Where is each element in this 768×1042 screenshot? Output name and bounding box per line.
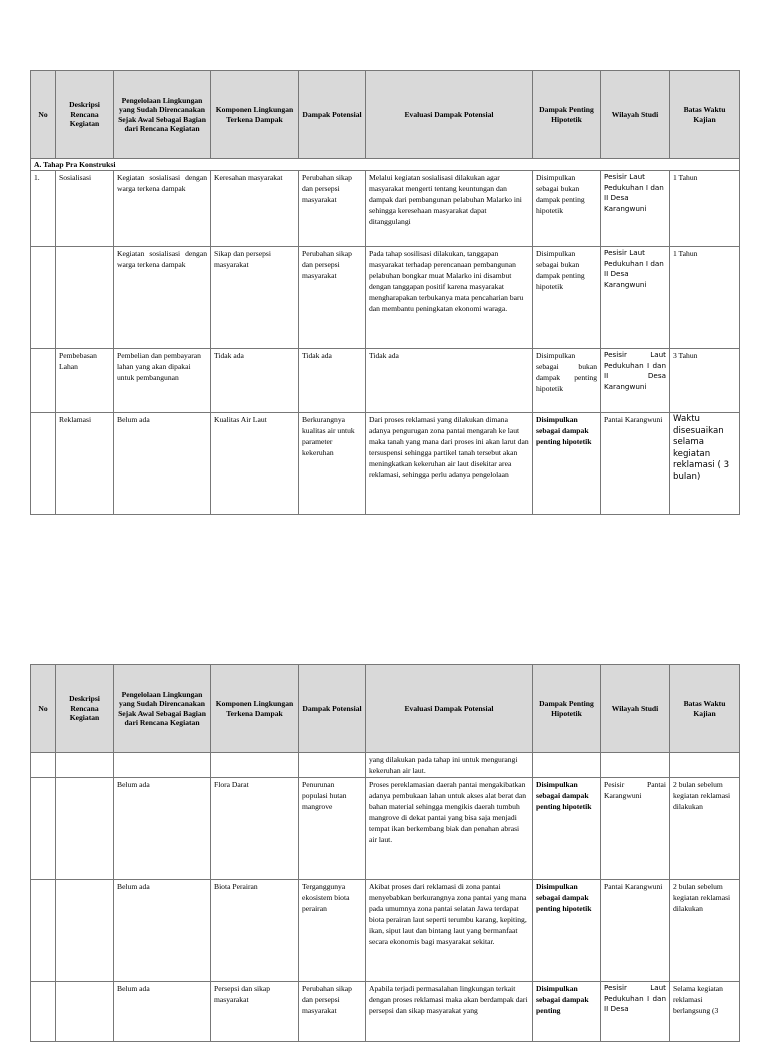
cell-evaluasi: Dari proses reklamasi yang dilakukan dimana adanya pengurugan zona pantai mengarah ke laut maka tanah yang mana dari proses ini akan larut dan tersuspensi sehingga partikel tanah tersebut akan meningkatkan kekeruhan air laut disekitar area reklamasi, sehingga perlu adanya pengelolaan [366, 413, 533, 515]
cell-wilayah: Pesisir Pantai Karangwuni [601, 778, 670, 880]
cell-penting: Disimpulkan sebagai dampak penting hipotetik [533, 413, 601, 515]
cell-no [31, 247, 56, 349]
cell-wilayah [601, 753, 670, 778]
cell-dampak: Perubahan sikap dan persepsi masyarakat [299, 982, 366, 1042]
cell-dampak: Penurunan populasi hutan mangrove [299, 778, 366, 880]
cell-evaluasi: Tidak ada [366, 349, 533, 413]
col-pengelolaan: Pengelolaan Lingkungan yang Sudah Direncanakan Sejak Awal Sebagai Bagian dari Rencana Kegiatan [114, 665, 211, 753]
table-header-row [31, 71, 740, 159]
cell-pengelolaan [114, 753, 211, 778]
col-deskripsi: Deskripsi Rencana Kegiatan [56, 665, 114, 753]
cell-dampak: Terganggunya ekosistem biota perairan [299, 880, 366, 982]
cell-dampak: Berkurangnya kualitas air untuk parameter kekeruhan [299, 413, 366, 515]
cell-komponen: Tidak ada [211, 349, 299, 413]
col-pengelolaan: Pengelolaan Lingkungan yang Sudah Direncanakan Sejak Awal Sebagai Bagian dari Rencana Kegiatan [114, 71, 211, 159]
cell-dampak: Perubahan sikap dan persepsi masyarakat [299, 171, 366, 247]
cell-no [31, 349, 56, 413]
cell-komponen: Kualitas Air Laut [211, 413, 299, 515]
cell-no [31, 753, 56, 778]
table-row [31, 880, 740, 982]
table-row [31, 247, 740, 349]
cell-wilayah: Pesisir Laut Pedukuhan I dan II Desa Karangwuni [601, 349, 670, 413]
cell-deskripsi [56, 880, 114, 982]
col-penting: Dampak Penting Hipotetik [533, 665, 601, 753]
cell-batas [670, 753, 740, 778]
cell-pengelolaan: Belum ada [114, 778, 211, 880]
cell-evaluasi: Akibat proses dari reklamasi di zona pantai menyebabkan berkurangnya zona pantai yang mana pada umumnya zona pantai selatan Jawa terdapat biota perairan laut seperti terumbu karang, kepiting, ikan, siput laut dan bintang laut yang bermanfaat secara ekonomis bagi masyarakat sekitar. [366, 880, 533, 982]
table-row [31, 171, 740, 247]
cell-no [31, 413, 56, 515]
impact-table-1 [30, 70, 740, 515]
cell-dampak: Perubahan sikap dan persepsi masyarakat [299, 247, 366, 349]
col-penting: Dampak Penting Hipotetik [533, 71, 601, 159]
table-row [31, 778, 740, 880]
cell-evaluasi: yang dilakukan pada tahap ini untuk mengurangi kekeruhan air laut. [366, 753, 533, 778]
cell-penting: Disimpulkan sebagai dampak penting hipotetik [533, 778, 601, 880]
cell-komponen: Persepsi dan sikap masyarakat [211, 982, 299, 1042]
cell-pengelolaan: Pembelian dan pembayaran lahan yang akan dipakai untuk pembangunan [114, 349, 211, 413]
col-evaluasi: Evaluasi Dampak Potensial [366, 665, 533, 753]
cell-batas: 3 Tahun [670, 349, 740, 413]
col-deskripsi: Deskripsi Rencana Kegiatan [56, 71, 114, 159]
cell-batas: 2 bulan sebelum kegiatan reklamasi dilakukan [670, 880, 740, 982]
col-wilayah: Wilayah Studi [601, 71, 670, 159]
cell-evaluasi: Proses pereklamasian daerah pantai mengakibatkan adanya pembukaan lahan untuk akses alat berat dan bahan material sehingga mengikis daerah tumbuh mangrove di dekat pantai yang bisa saja menjadi tempat ikan berkembang biak dan penahan abrasi air laut. [366, 778, 533, 880]
cell-pengelolaan: Kegiatan sosialisasi dengan warga terkena dampak [114, 171, 211, 247]
cell-komponen: Flora Darat [211, 778, 299, 880]
cell-komponen [211, 753, 299, 778]
cell-pengelolaan: Belum ada [114, 880, 211, 982]
col-batas: Batas Waktu Kajian [670, 665, 740, 753]
impact-table-2 [30, 664, 740, 1042]
table-row [31, 753, 740, 778]
cell-batas: 1 Tahun [670, 247, 740, 349]
col-dampak: Dampak Potensial [299, 71, 366, 159]
col-dampak: Dampak Potensial [299, 665, 366, 753]
col-batas: Batas Waktu Kajian [670, 71, 740, 159]
cell-deskripsi [56, 753, 114, 778]
cell-deskripsi [56, 247, 114, 349]
cell-batas: 2 bulan sebelum kegiatan reklamasi dilakukan [670, 778, 740, 880]
cell-batas: Waktu disesuaikan selama kegiatan reklamasi ( 3 bulan) [670, 413, 740, 515]
cell-wilayah: Pesisir Laut Pedukuhan I dan II Desa Karangwuni [601, 247, 670, 349]
cell-batas: Selama kegiatan reklamasi berlangsung (3 [670, 982, 740, 1042]
col-komponen: Komponen Lingkungan Terkena Dampak [211, 665, 299, 753]
cell-no [31, 778, 56, 880]
cell-wilayah: Pesisir Laut Pedukuhan I dan II Desa Karangwuni [601, 171, 670, 247]
cell-penting: Disimpulkan sebagai dampak penting [533, 982, 601, 1042]
cell-penting: Disimpulkan sebagai dampak penting hipotetik [533, 880, 601, 982]
cell-pengelolaan: Belum ada [114, 413, 211, 515]
cell-pengelolaan: Belum ada [114, 982, 211, 1042]
col-komponen: Komponen Lingkungan Terkena Dampak [211, 71, 299, 159]
cell-deskripsi [56, 982, 114, 1042]
cell-wilayah: Pesisir Laut Pedukuhan I dan II Desa [601, 982, 670, 1042]
cell-deskripsi: Pembebasan Lahan [56, 349, 114, 413]
cell-evaluasi: Melalui kegiatan sosialisasi dilakukan agar masyarakat mengerti tentang keuntungan dan dampak dari pembangunan pelabuhan Malarko ini sehingga keresehaan masyarakat dapat ditanggulangi [366, 171, 533, 247]
cell-penting [533, 753, 601, 778]
cell-dampak: Tidak ada [299, 349, 366, 413]
section-row [31, 159, 740, 171]
cell-deskripsi: Sosialisasi [56, 171, 114, 247]
cell-evaluasi: Apabila terjadi permasalahan lingkungan terkait dengan proses reklamasi maka akan berdampak dari persepsi dan sikap masyarakat yang [366, 982, 533, 1042]
cell-penting: Disimpulkan sebagai bukan dampak penting hipotetik [533, 247, 601, 349]
cell-deskripsi: Reklamasi [56, 413, 114, 515]
cell-penting: Disimpulkan sebagai bukan dampak penting hipotetik [533, 349, 601, 413]
cell-no [31, 982, 56, 1042]
col-wilayah: Wilayah Studi [601, 665, 670, 753]
cell-evaluasi: Pada tahap sosilisasi dilakukan, tanggapan masyarakat terhadap perencanaan pembangunan pelabuhan bongkar muat Malarko ini disambut dengan tanggapan positif karena masyarakat mengharapakan terbukanya mata pencaharian baru dan membantu peningkatan ekonomi waraga. [366, 247, 533, 349]
table-row [31, 349, 740, 413]
table-row [31, 982, 740, 1042]
cell-no: 1. [31, 171, 56, 247]
cell-dampak [299, 753, 366, 778]
cell-komponen: Biota Perairan [211, 880, 299, 982]
cell-pengelolaan: Kegiatan sosialisasi dengan warga terkena dampak [114, 247, 211, 349]
cell-komponen: Sikap dan persepsi masyarakat [211, 247, 299, 349]
section-title: A. Tahap Pra Konstruksi [31, 159, 740, 171]
cell-deskripsi [56, 778, 114, 880]
cell-komponen: Keresahan masyarakat [211, 171, 299, 247]
cell-wilayah: Pantai Karangwuni [601, 413, 670, 515]
cell-no [31, 880, 56, 982]
table-header-row [31, 665, 740, 753]
col-evaluasi: Evaluasi Dampak Potensial [366, 71, 533, 159]
col-no: No [31, 71, 56, 159]
cell-batas: 1 Tahun [670, 171, 740, 247]
table-row [31, 413, 740, 515]
cell-penting: Disimpulkan sebagai bukan dampak penting hipotetik [533, 171, 601, 247]
col-no: No [31, 665, 56, 753]
cell-wilayah: Pantai Karangwuni [601, 880, 670, 982]
